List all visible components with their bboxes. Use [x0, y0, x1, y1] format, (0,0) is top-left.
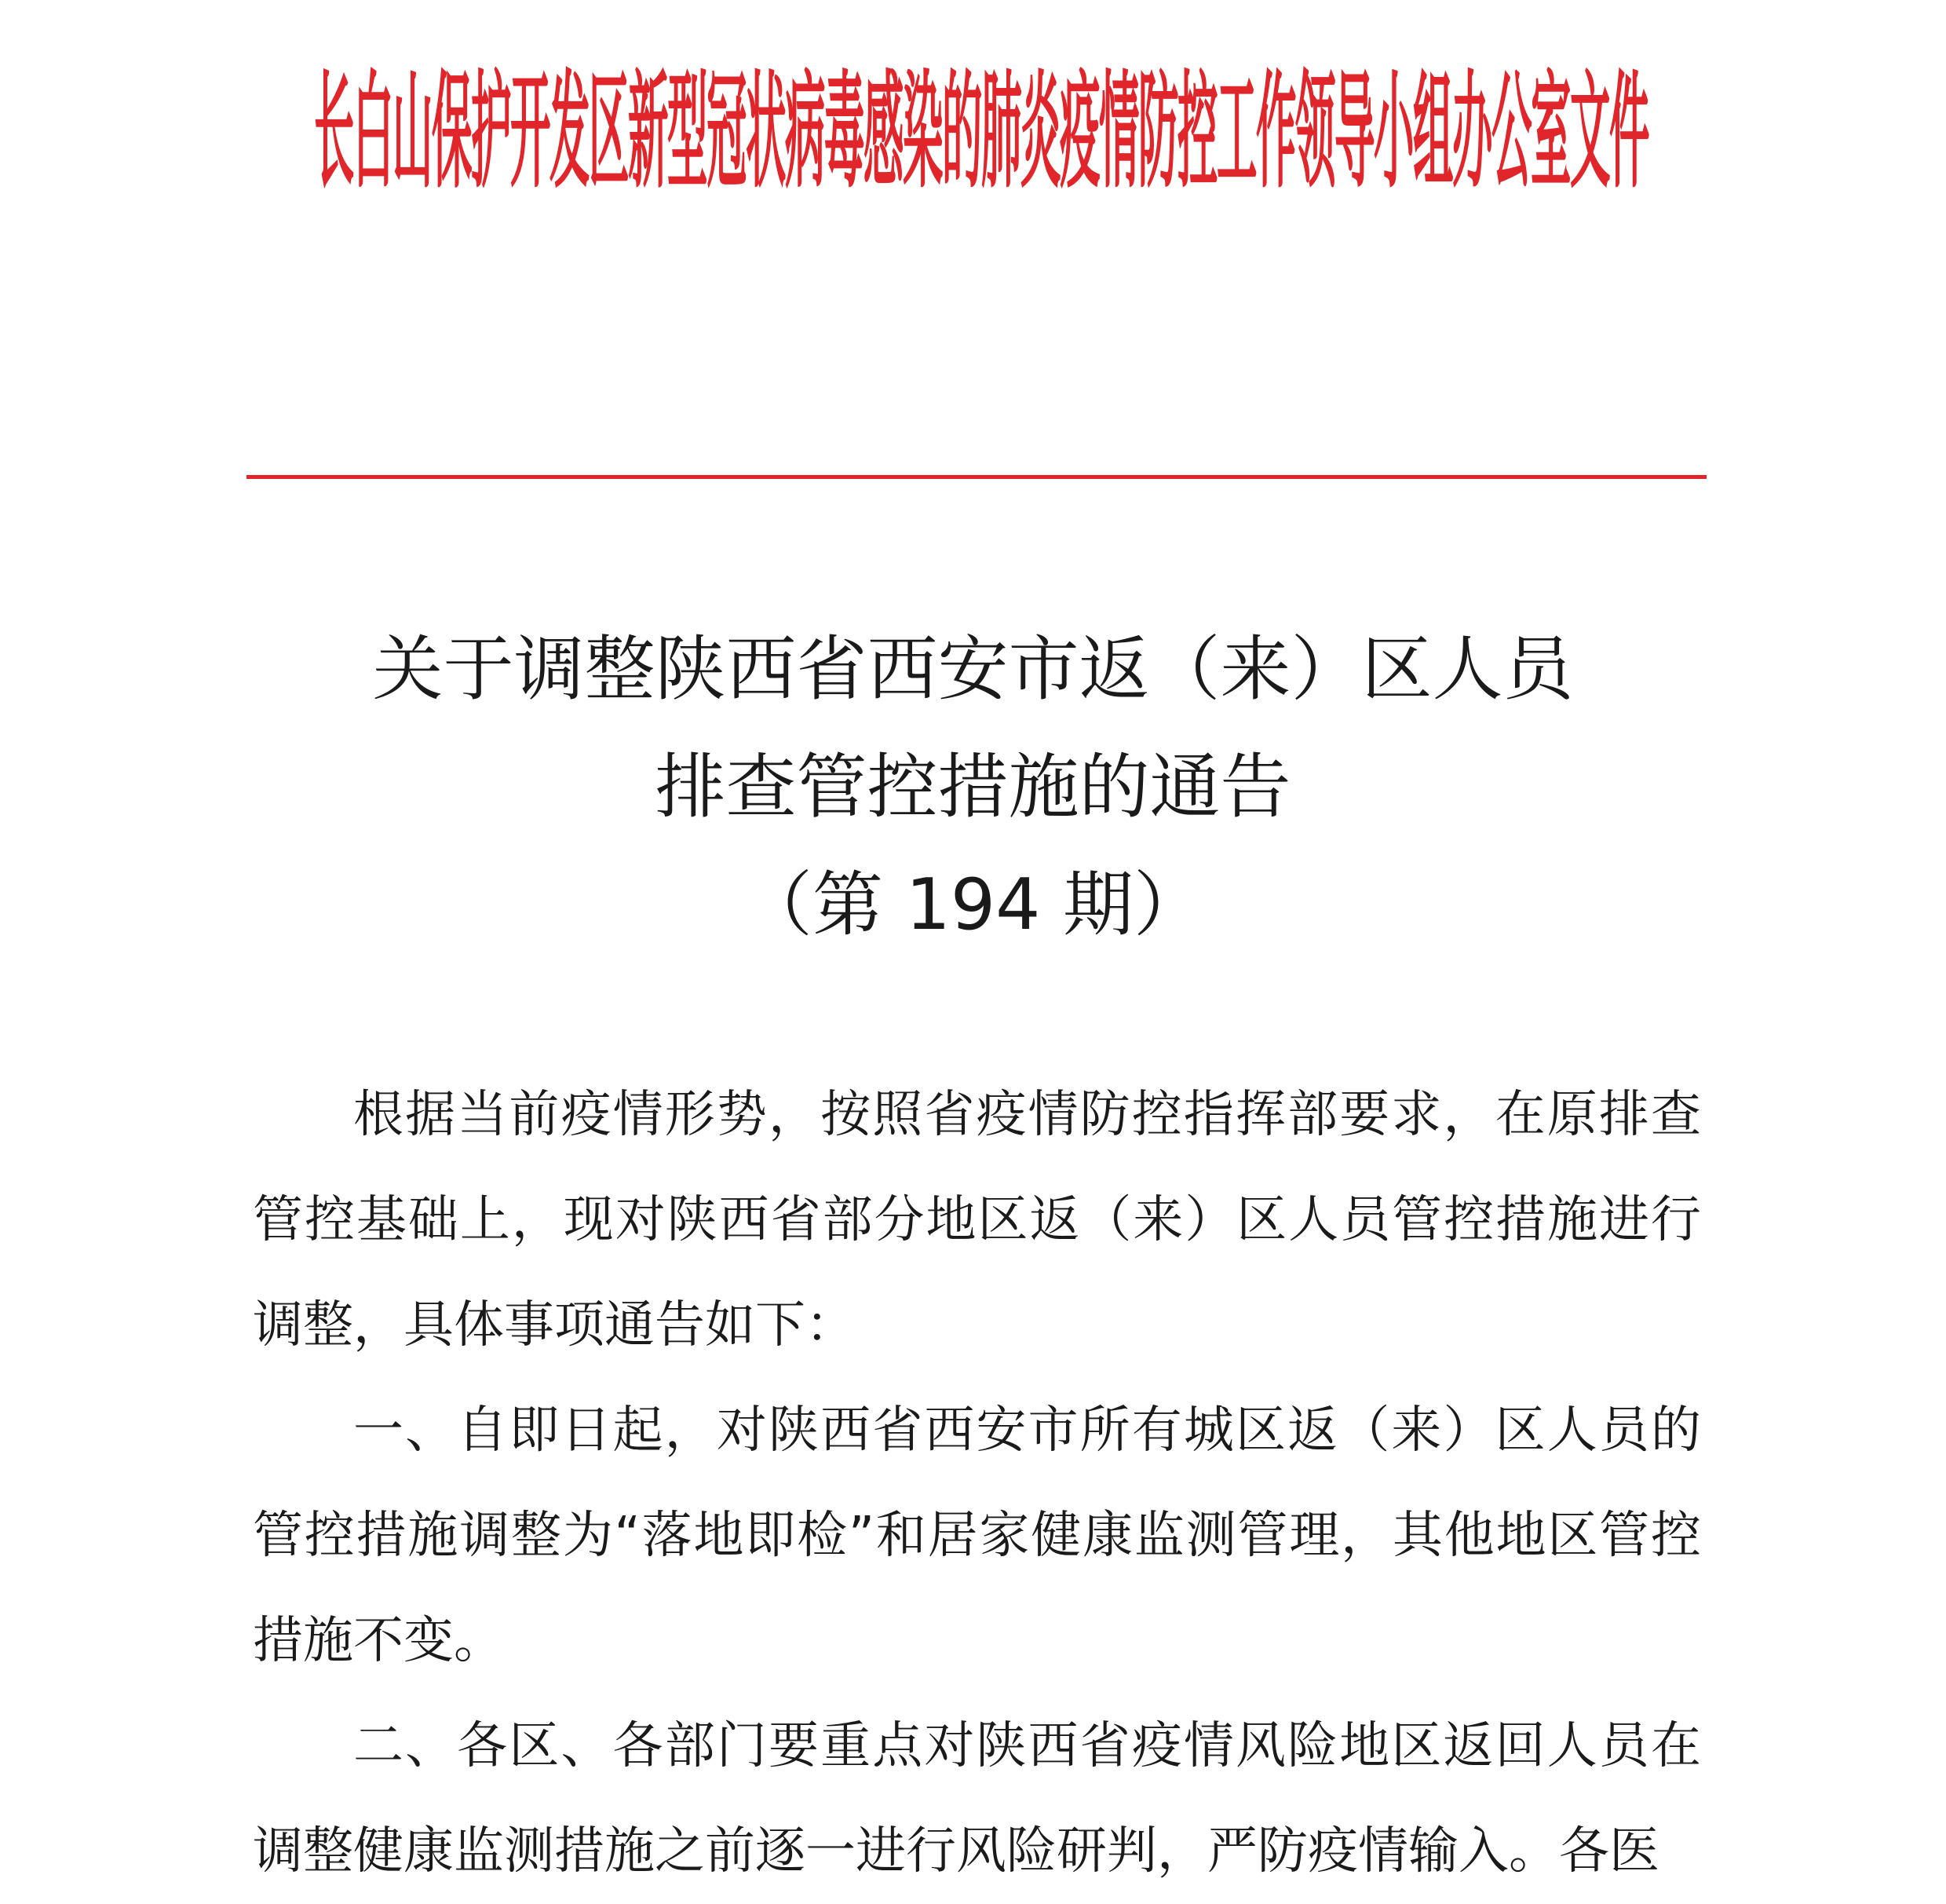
masthead-title: 长白山保护开发区新型冠状病毒感染的肺炎疫情防控工作领导小组办公室文件	[314, 56, 1648, 206]
paragraph-item-1: 一、自即日起，对陕西省西安市所有城区返（来）区人员的管控措施调整为“落地即检”和居家健康监测管理，其他地区管控措施不变。	[253, 1402, 1701, 1670]
red-divider	[246, 475, 1707, 479]
title-line-2: 排查管控措施的通告	[655, 746, 1291, 828]
title-line-1: 关于调整陕西省西安市返（来）区人员	[372, 628, 1574, 711]
paragraph-intro: 根据当前疫情形势，按照省疫情防控指挥部要求，在原排查管控基础上，现对陕西省部分地区返（来）区人员管控措施进行调整，具体事项通告如下：	[253, 1086, 1701, 1354]
paragraph-item-2: 二、各区、各部门要重点对陕西省疫情风险地区返回人员在调整健康监测措施之前逐一进行风险研判，严防疫情输入。各医	[253, 1717, 1701, 1880]
issue-number: （第 194 期）	[742, 864, 1204, 946]
notice-title	[0, 611, 1946, 964]
masthead	[314, 31, 1648, 212]
notice-body	[253, 1062, 1701, 1904]
